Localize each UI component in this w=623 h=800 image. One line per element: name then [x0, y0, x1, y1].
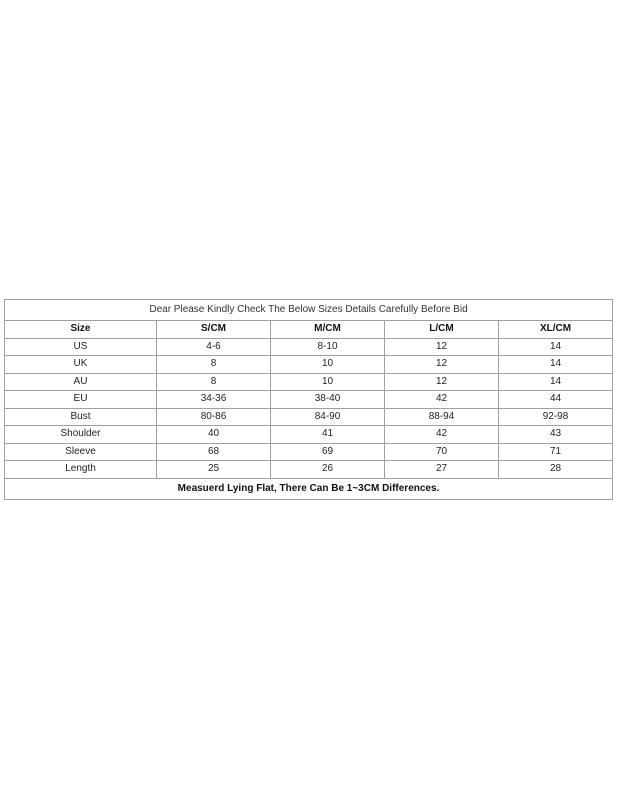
row-label: Bust: [5, 408, 157, 426]
table-cell: 42: [385, 426, 499, 444]
table-cell: 40: [157, 426, 271, 444]
table-row: [5, 408, 613, 426]
size-chart-table: [4, 299, 613, 500]
table-cell: 68: [157, 443, 271, 461]
column-header-row: [5, 321, 613, 339]
table-cell: 27: [385, 461, 499, 479]
table-cell: 14: [499, 338, 613, 356]
table-cell: 92-98: [499, 408, 613, 426]
table-row: [5, 373, 613, 391]
row-label: Shoulder: [5, 426, 157, 444]
row-label: UK: [5, 356, 157, 374]
table-cell: 41: [271, 426, 385, 444]
table-cell: 44: [499, 391, 613, 409]
row-label: AU: [5, 373, 157, 391]
table-cell: 71: [499, 443, 613, 461]
table-title: Dear Please Kindly Check The Below Sizes Details Carefully Before Bid: [5, 300, 613, 321]
table-cell: 34-36: [157, 391, 271, 409]
table-cell: 84-90: [271, 408, 385, 426]
table-cell: 10: [271, 356, 385, 374]
column-header: L/CM: [385, 321, 499, 339]
table-footer-row: [5, 478, 613, 499]
row-label: US: [5, 338, 157, 356]
table-row: [5, 461, 613, 479]
row-label: Sleeve: [5, 443, 157, 461]
column-header: Size: [5, 321, 157, 339]
table-cell: 26: [271, 461, 385, 479]
row-label: Length: [5, 461, 157, 479]
table-cell: 69: [271, 443, 385, 461]
table-row: [5, 426, 613, 444]
table-cell: 70: [385, 443, 499, 461]
row-label: EU: [5, 391, 157, 409]
table-cell: 8: [157, 356, 271, 374]
table-cell: 12: [385, 356, 499, 374]
table-cell: 28: [499, 461, 613, 479]
table-cell: 43: [499, 426, 613, 444]
table-cell: 12: [385, 338, 499, 356]
column-header: M/CM: [271, 321, 385, 339]
table-footer-note: Measuerd Lying Flat, There Can Be 1~3CM Differences.: [5, 478, 613, 499]
table-row: [5, 443, 613, 461]
table-cell: 14: [499, 356, 613, 374]
table-cell: 4-6: [157, 338, 271, 356]
table-cell: 8-10: [271, 338, 385, 356]
table-cell: 42: [385, 391, 499, 409]
table-row: [5, 356, 613, 374]
table-cell: 25: [157, 461, 271, 479]
table-row: [5, 391, 613, 409]
table-cell: 88-94: [385, 408, 499, 426]
column-header: XL/CM: [499, 321, 613, 339]
table-cell: 12: [385, 373, 499, 391]
table-cell: 10: [271, 373, 385, 391]
table-row: [5, 338, 613, 356]
table-cell: 8: [157, 373, 271, 391]
table-cell: 80-86: [157, 408, 271, 426]
table-cell: 38-40: [271, 391, 385, 409]
table-title-row: [5, 300, 613, 321]
column-header: S/CM: [157, 321, 271, 339]
table-cell: 14: [499, 373, 613, 391]
